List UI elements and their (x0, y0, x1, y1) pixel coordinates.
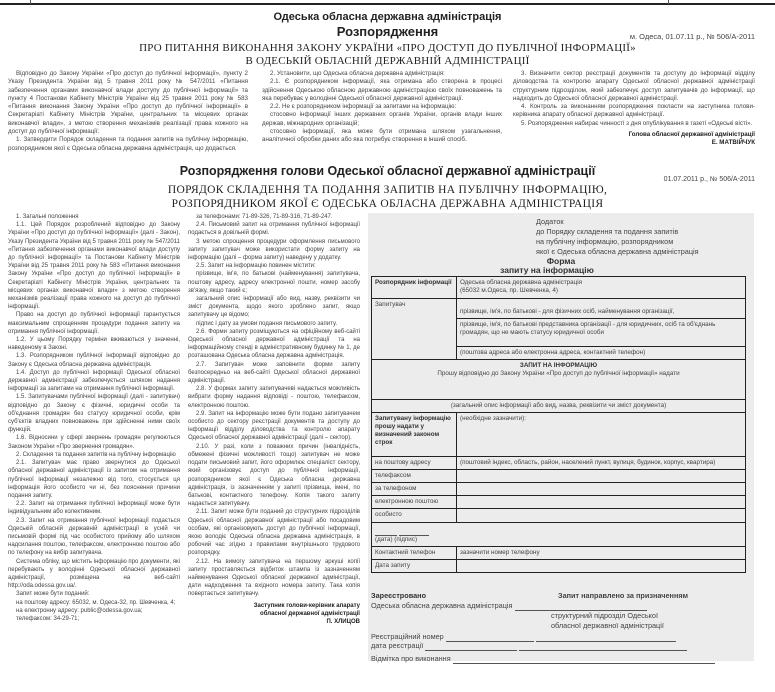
date-signature-hint: (дата) (підпис) (375, 536, 418, 543)
routed-hint (551, 611, 664, 631)
paragraph: 2.12. На вимогу запитувача на першому аркуші копії запиту проставляється відбиток штампа із зазначенням найменування Одеської обласної державної адміністрації, дати надходження та вхідного номера запиту. Така копія повертається запитувачу. (188, 558, 360, 598)
reg-date-row (371, 641, 687, 651)
signature-name: П. ХЛИЦОВ (326, 618, 360, 625)
table-row (372, 547, 746, 560)
order-title-line: ПРО ПИТАННЯ ВИКОНАННЯ ЗАКОНУ УКРАЇНИ «ПРО ДОСТУП ДО ПУБЛІЧНОЇ ІНФОРМАЦІЇ» (139, 42, 636, 54)
organization-name: Одеська обласна державна адміністрація (273, 11, 502, 23)
paragraph: 2.1. Є розпорядником інформації, яка отримана або створена в процесі здійснення Одеською обласною державною адміністрацією своїх повноважень та яка перебуває у володінні Одеської обласної державної адміністрації. (262, 78, 502, 102)
paragraph: 2. Установити, що Одеська обласна державна адміністрація: (270, 70, 445, 77)
signature-title: Голова обласної державної адміністрації (628, 131, 755, 139)
request-text: Прошу відповідно до Закону України «Про доступ до публічної інформації» надати (437, 370, 680, 377)
requester-contact-field[interactable]: (поштова адреса або електронна адреса, контактний телефон) (457, 347, 746, 360)
paragraph: Право на доступ до публічної інформації гарантується максимальним спрощенням процедури подання запиту на отримання публічної інформації. (8, 312, 180, 335)
routed-hint-line: обласної державної адміністрації (551, 621, 664, 630)
border-tick (668, 0, 669, 4)
form-table (371, 276, 746, 573)
paragraph: Запит може бути поданий: (16, 591, 90, 598)
form-title: Форма (546, 256, 576, 266)
request-section[interactable] (372, 360, 746, 400)
reg-date-field[interactable] (425, 645, 517, 651)
paragraph: 1.2. У цьому Порядку терміни вживаються у значенні, наведеному в Законі. (8, 337, 180, 352)
reg-date-label: дата реєстрації (371, 641, 424, 650)
procedure-column-2 (188, 213, 360, 626)
paragraph: 2.3. Запит на отримання публічної інформації подається Одеській обласній державній адміністрації в усній чи письмовій формі під час особистого прийому або шляхом надсилання поштою, телефаксом, електронною поштою або по телефону на вибір запитувача. (8, 517, 180, 557)
order-column-1 (8, 70, 248, 153)
paragraph: 1.6. Відносини у сфері звернень громадян регулюються Законом України «Про звернення громадян». (8, 435, 180, 450)
paragraph: 1.4. Доступ до публічної інформації Одеської обласної державної адміністрації забезпечується шляхом надання інформації за запитами на отримання публічної інформації. (8, 369, 180, 393)
routed-label: Запит направлено за призначенням (558, 591, 689, 600)
paragraph: 5. Розпорядження набирає чинності з дня опублікування в газеті «Одеські вісті». (521, 119, 753, 127)
table-row (372, 277, 746, 299)
paragraph: 1. Затвердити Порядок складення та подання запитів на публічну інформацію, розпорядником якої є Одеська обласна державна адміністрація, що додається. (8, 136, 248, 152)
document-type: Розпорядження (336, 24, 439, 39)
completion-field[interactable] (453, 658, 715, 664)
paragraph: за телефонами: 71-89-326, 71-89-316, 71-89-247. (196, 214, 333, 220)
procedure-date: 01.07.2011 р., № 506/А-2011 (663, 176, 755, 183)
appendix-note (536, 217, 699, 257)
completion-row (371, 654, 715, 664)
paragraph: 2.8. У формах запиту запитувачеві надається можливість вибрати форму надання відповіді - поштою, телефаксом, електронною поштою. (188, 386, 360, 409)
paragraph: 4. Контроль за виконанням розпорядження покласти на заступника голови-керівника апарату обласної державної адміністрації. (513, 103, 755, 119)
paragraph: 2. Складення та подання запитів на публічну інформацію (16, 451, 176, 458)
holder-address: (65032 м.Одеса, пр. Шевченка, 4) (460, 287, 559, 294)
signature-title: обласної державної адміністрації (260, 610, 360, 617)
requester-org-field[interactable]: прізвище, ім'я, по батькові представника організації - для юридичних, осіб та об'єднань громадян, що не мають статусу юридичної особи (457, 319, 746, 347)
table-row (372, 400, 746, 413)
paragraph: на поштову адресу: 65032, м. Одеса-32, пр. Шевченка, 4; (16, 599, 176, 606)
requester-hint: прізвище, ім'я, по батькові - для фізичних осіб, найменування організації, (460, 308, 675, 315)
paragraph: Система обліку, що містить інформацію про документи, які перебувають у володінні Одеської обласної державної адміністрації, розміщена на веб-сайті http://oda.odessa.gov.ua/. (8, 558, 180, 590)
paragraph: 2.5. Запит на інформацію повинен містити: (196, 263, 316, 270)
paragraph: 2.6. Форми запиту розміщуються на офіційному веб-сайті Одеської обласної державної адміністрації та на інформаційному стенді в адміністративному будинку № 1, де розташована Одеська обласна державна адміністрація. (188, 328, 360, 360)
reg-number-label: Реєстраційний номер (371, 632, 444, 641)
procedure-title (0, 184, 775, 211)
requester-label: Запитувач (372, 299, 457, 360)
request-form (368, 213, 754, 661)
order-column-3 (513, 70, 755, 148)
paragraph: 2.4. Письмовий запит на отримання публічної інформації подається в довільній формі. (188, 222, 360, 237)
procedure-heading: Розпорядження голови Одеської обласної державної адміністрації (179, 164, 596, 178)
table-row (372, 413, 746, 457)
order-title-line: В ОДЕСЬКІЙ ОБЛАСНІЙ ДЕРЖАВНІЙ АДМІНІСТРАЦІЇ (245, 55, 530, 67)
requester-name-field[interactable] (457, 299, 746, 319)
option-personal-field[interactable] (457, 509, 746, 523)
place-date: м. Одеса, 01.07.11 р., № 506/А-2011 (629, 32, 755, 41)
paragraph: 2.7. Запитувач може заповнити форми запиту безпосередньо на веб-сайті Одеської обласної державної адміністрації. (188, 361, 360, 385)
paragraph: З метою спрощення процедури оформлення письмового запиту запитувач може використати форму запиту на інформацію (далі – форма запиту) наведену у додатку. (188, 238, 360, 262)
request-heading: ЗАПИТ НА ІНФОРМАЦІЮ (519, 362, 598, 369)
table-row (372, 457, 746, 470)
paragraph: 2.11. Запит може бути поданий до структурних підрозділів Одеської обласної державної адміністрації або посадовим особам, які організовують доступ до публічної інформації, якою володіє Одеська обласна державна адміністрація, в робочий час згідно з правилами внутрішнього трудового розпорядку. (188, 509, 360, 557)
table-row (372, 470, 746, 483)
appendix-line: на публічну інформацію, розпорядником (536, 237, 674, 246)
paragraph: 2.2. Запит на отримання публічної інформації може бути індивідуальним або колективним. (8, 501, 180, 516)
option-phone-field[interactable] (457, 483, 746, 496)
form-subtitle: запиту на інформацію (500, 265, 594, 275)
registered-label: Зареєстровано (371, 591, 427, 600)
paragraph: загальний опис інформації або вид, назву, реквізити чи зміст документа, щодо якого зроблено запит, якщо запитувачу це відомо; (188, 296, 360, 319)
paragraph: 1.1. Цей Порядок розроблений відповідно до Закону України «Про доступ до публічної інформації» (далі - Закон), Указу Президента України від 5 травня 2011 року № 547/2011 «Питання забезпечення органами виконавчої влади доступу до публічної інформації» та Постанови Кабінету Міністрів України від 25 травня 2011 року № 583 «Питання виконання Закону України «Про доступ до публічної інформації» в Секретаріаті Кабінету Міністрів України, центральних та місцевих органах виконавчої влади» з метою створення механізмів реалізації права кожного на доступ до публічної інформації. (8, 222, 180, 311)
paragraph: 1.3. Розпорядником публічної інформації відповідно до Закону є Одеська обласна державна адміністрація. (8, 353, 180, 368)
table-row (372, 299, 746, 319)
request-date-field[interactable] (457, 560, 746, 573)
table-row (372, 360, 746, 400)
table-row (372, 509, 746, 523)
table-row (372, 483, 746, 496)
procedure-column-1 (8, 213, 180, 623)
signature-name: Е. МАТВІЙЧУК (711, 139, 755, 147)
table-row (372, 560, 746, 573)
appendix-line: до Порядку складення та подання запитів (536, 227, 679, 236)
option-postal[interactable]: на поштову адресу (372, 457, 457, 470)
order-title (0, 42, 775, 68)
option-phone[interactable]: за телефоном (372, 483, 457, 496)
option-fax[interactable]: телефаксом (372, 470, 457, 483)
request-description-hint: (загальний опис інформації або вид, назва, реквізити чи зміст документа) (372, 400, 746, 413)
delivery-hint: (необхідне зазначити): (457, 413, 746, 457)
holder-value (457, 277, 746, 299)
paragraph: 1.5. Запитувачами публічної інформації (далі - запитувач) відповідно до Закону є фізичні, юридичні особи та об'єднання громадян без статусу юридичної особи, крім суб'єктів владних повноважень при здійсненні ними своїх функцій. (8, 394, 180, 434)
option-fax-field[interactable] (457, 470, 746, 483)
routed-date-field[interactable] (519, 645, 687, 651)
date-signature-field[interactable] (372, 523, 746, 547)
paragraph: стосовно інформації інших державних органів України, органів влади інших держав, міжнародних організацій; (262, 111, 502, 127)
procedure-title-line: ПОРЯДОК СКЛАДЕННЯ ТА ПОДАННЯ ЗАПИТІВ НА ПУБЛІЧНУ ІНФОРМАЦІЮ, (167, 184, 608, 196)
registered-org: Одеська обласна державна адміністрація (371, 601, 513, 610)
order-column-2 (262, 70, 502, 145)
appendix-line: Додаток (536, 217, 564, 226)
option-personal[interactable]: особисто (372, 509, 457, 523)
paragraph: телефаксом: 34-29-71; (16, 615, 80, 622)
border-tick (30, 0, 31, 4)
paragraph: 2.9. Запит на інформацію може бути подано запитувачем особисто до сектору реєстрації документів та доступу до інформації відділу діловодства та контролю апарату Одеської обласної державної адміністрації (далі – сектор). (188, 410, 360, 442)
completion-label: Відмітка про виконання (371, 654, 451, 663)
appendix-line: якої є Одеська обласна державна адміністрація (536, 247, 699, 256)
paragraph: 2.1. Запитувач має право звернутися до Одеської обласної державної адміністрації із запитом на отримання публічної інформації незалежно від того, стосується ця інформація його особисто чи ні, без пояснення причини подання запиту. (8, 460, 180, 499)
holder-name: Одеська обласна державна адміністрація (460, 279, 583, 286)
contact-label: Контактний телефон (372, 547, 457, 560)
paragraph: 1. Загальні положення (16, 214, 79, 220)
table-row (372, 496, 746, 509)
option-postal-hint[interactable]: (поштовий індекс, область, район, населений пункт, вулиця, будинок, корпус, квартира) (457, 457, 746, 470)
paragraph: стосовно інформації, яка може бути отримана шляхом узагальнення, аналітичної обробки даних або яка потребує створення в інший спосіб. (262, 128, 502, 144)
option-email[interactable]: електронною поштою (372, 496, 457, 509)
page-top-border (0, 0, 775, 5)
paragraph: 2.10. У разі, коли з поважних причин (інвалідність, обмежені фізичні можливості тощо) запитувач не може подати письмовий запит, його оформлює спеціаліст сектору, який організовує доступ до публічної інформації, розпорядником якої є Одеська обласна державна адміністрація, із зазначенням у запиті прізвища, імені, по батькові, контактного телефону. Копія такого запиту надається запитувачу. (188, 443, 360, 508)
holder-label: Розпорядник інформації (372, 277, 457, 299)
table-row (372, 523, 746, 547)
paragraph: підпис і дату за умови подання письмового запиту. (196, 320, 338, 327)
delivery-label: Запитувану інформацію прошу надати у визначений законом строк (372, 413, 457, 457)
email-address: на електронну адресу: public@odessa.gov.ua; (16, 607, 143, 614)
routed-hint-line: структурний підрозділ Одеської (551, 611, 659, 620)
paragraph: 3. Визначити сектор реєстрації документів та доступу до інформації відділу діловодства та контролю апарату Одеської обласної державної адміністрації структурним підрозділом, який забезпечує доступ запитувачів до інформації, що надходить до Одеської обласної державної адміністрації. (513, 70, 755, 102)
procedure-title-line: РОЗПОРЯДНИКОМ ЯКОЇ Є ОДЕСЬКА ОБЛАСНА ДЕРЖАВНА АДМІНІСТРАЦІЯ (171, 197, 604, 210)
option-email-field[interactable] (457, 496, 746, 509)
contact-field[interactable]: зазначити номер телефону (457, 547, 746, 560)
paragraph: Відповідно до Закону України «Про доступ до публічної інформації», пункту 2 Указу Президента України від 5 травня 2011 року № 547/2011 «Питання забезпечення органами виконавчої влади доступу до публічної інформації» та пункту 4 Постанови Кабінету Міністрів України від 25 травня 2011 року № 583 «Питання виконання Закону України «Про доступ до публічної інформації» в Секретаріаті Кабінету Міністрів України, центральних та місцевих органах виконавчої влади», з метою створення механізмів реалізації права кожного на доступ до публічної інформації: (8, 70, 248, 136)
signature-title: Заступник голови-керівник апарату (253, 602, 360, 609)
paragraph: 2.2. Не є розпорядником інформації за запитами на інформацію: (270, 103, 457, 111)
paragraph: прізвище, ім'я, по батькові (найменування) запитувача, поштову адресу, адресу електронної пошти, номер засобу зв'язку, якщо такий є; (188, 271, 360, 294)
request-date-label: Дата запиту (372, 560, 457, 573)
